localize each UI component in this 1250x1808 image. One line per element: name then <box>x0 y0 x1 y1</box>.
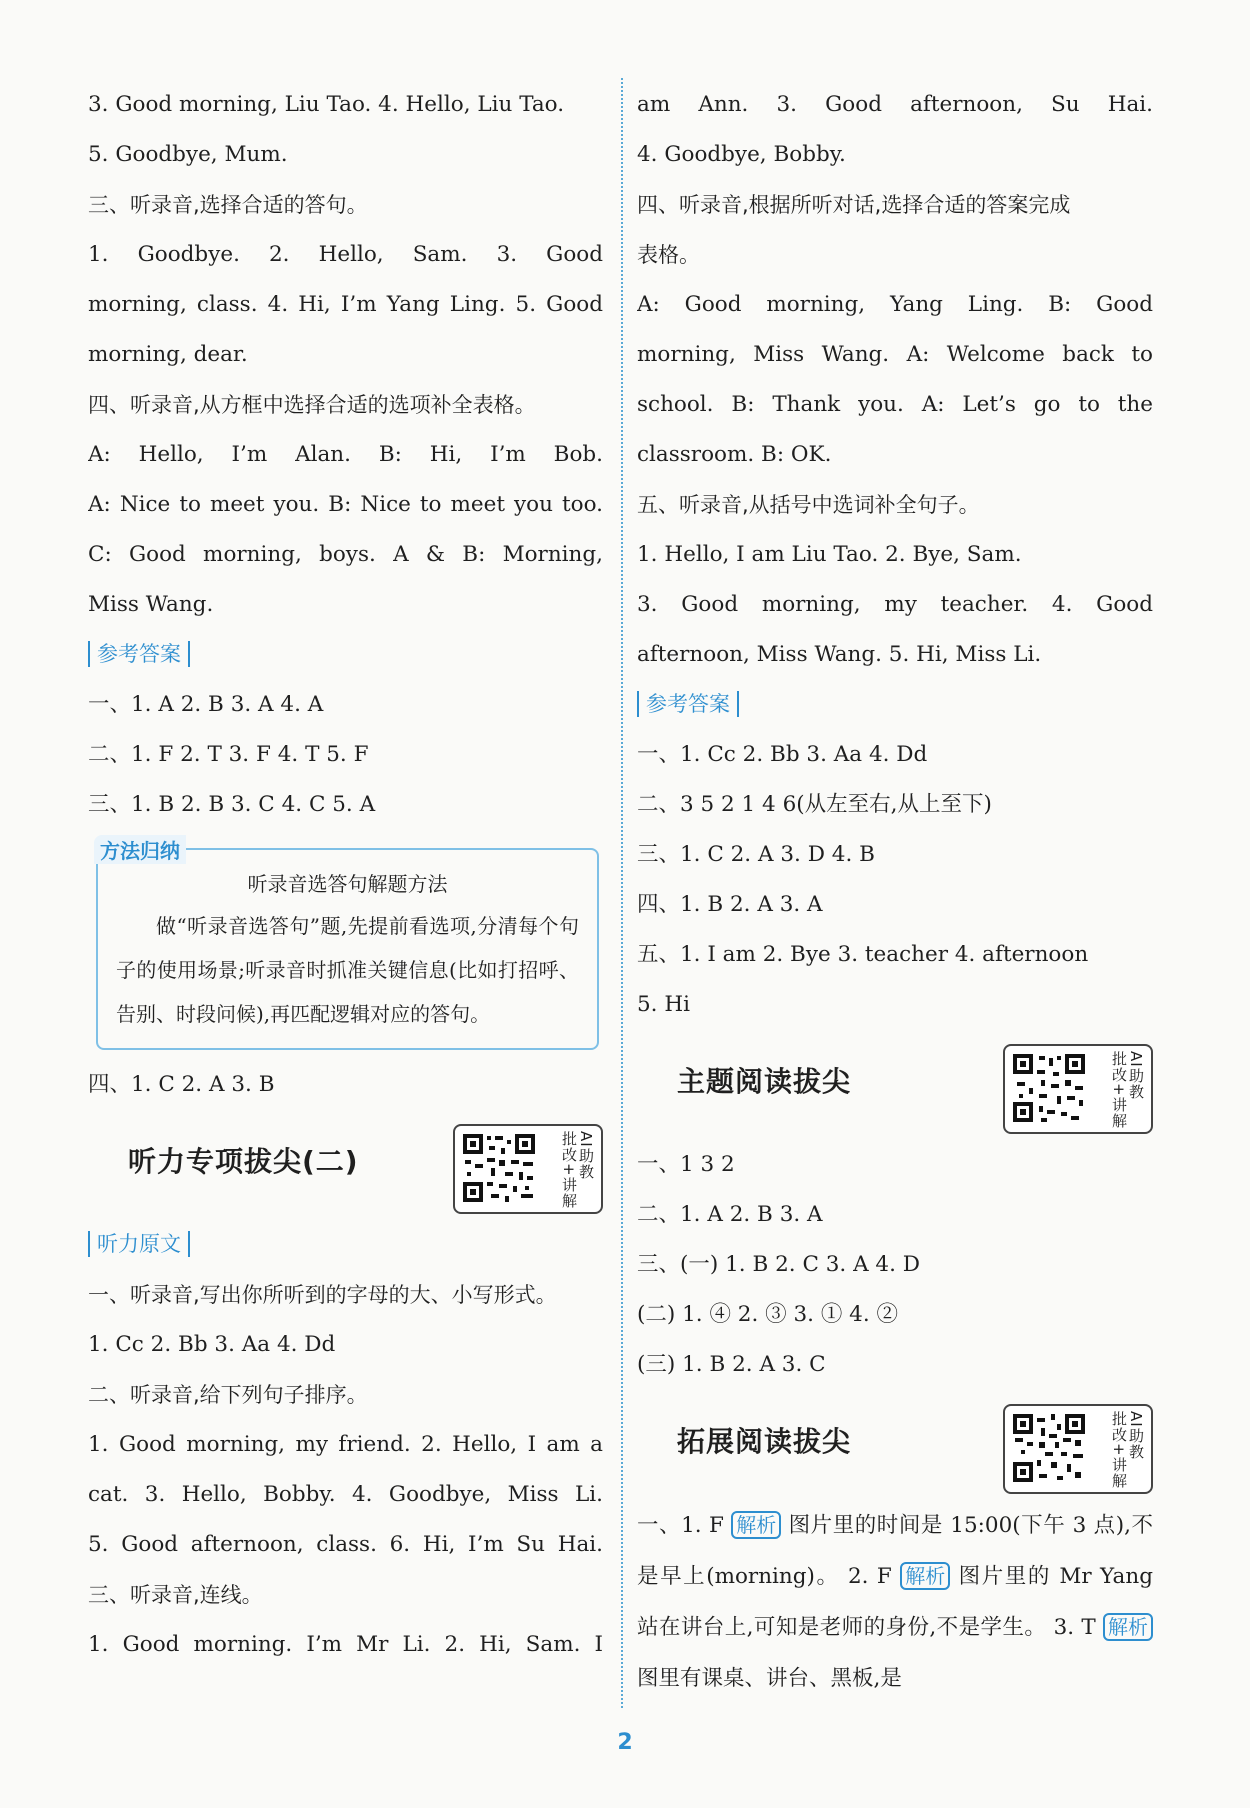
text-line: A: Good morning, Yang Ling. B: Good <box>637 292 1153 317</box>
question-heading: 三、听录音,连线。 <box>88 1583 263 1607</box>
transcript-tag: 听力原文 <box>88 1231 190 1257</box>
text-line: Miss Wang. <box>88 592 214 617</box>
question-heading: 四、听录音,根据所听对话,选择合适的答案完成 <box>637 193 1071 217</box>
answer-line: 二、1. F 2. T 3. F 4. T 5. F <box>88 742 369 767</box>
text-line: am Ann. 3. Good afternoon, Su Hai. <box>637 92 1153 117</box>
text-line: A: Nice to meet you. B: Nice to meet you too. <box>88 492 603 517</box>
analysis-badge: 解析 <box>900 1562 950 1590</box>
text-line: 1. Good morning, my friend. 2. Hello, I am a <box>88 1432 603 1457</box>
answer-item: 3. T <box>1053 1615 1096 1640</box>
qr-code-icon <box>1011 1052 1087 1124</box>
text-line: cat. 3. Hello, Bobby. 4. Goodbye, Miss Li. <box>88 1482 603 1507</box>
qr-label: 批改+讲解 AI助教 <box>560 1131 595 1209</box>
method-box-tab: 方法归纳 <box>94 835 186 864</box>
answer-line: 5. Hi <box>637 992 690 1017</box>
section-title: 听力专项拔尖(二) <box>128 1145 359 1178</box>
answer-item: 一、1. F <box>637 1513 724 1538</box>
column-divider <box>621 78 623 1708</box>
text-line: morning, dear. <box>88 342 248 367</box>
answer-line: 三、1. B 2. B 3. C 4. C 5. A <box>88 792 376 817</box>
text-line: school. B: Thank you. A: Let’s go to the <box>637 392 1153 417</box>
method-box-text: 做“听录音选答句”题,先提前看选项,分清每个句子的使用场景;听录音时抓准关键信息(比如打招呼、告别、时段问候),再匹配逻辑对应的答句。 <box>116 914 579 1026</box>
section-header <box>637 1030 1153 1140</box>
question-heading: 表格。 <box>637 243 700 267</box>
analysis-badge: 解析 <box>1103 1613 1153 1641</box>
answer-tag: 参考答案 <box>88 641 190 667</box>
answer-line: (二) 1. ④ 2. ③ 3. ① 4. ② <box>637 1302 899 1327</box>
answer-line: 三、1. C 2. A 3. D 4. B <box>637 842 875 867</box>
section-header <box>637 1390 1153 1500</box>
answer-item: 2. F <box>847 1564 892 1589</box>
text-line: morning, Miss Wang. A: Welcome back to <box>637 342 1153 367</box>
right-column <box>637 80 1153 1704</box>
method-box-title: 听录音选答句解题方法 <box>247 872 448 896</box>
text-line: classroom. B: OK. <box>637 442 832 467</box>
section-title: 拓展阅读拔尖 <box>677 1425 852 1458</box>
section-title: 主题阅读拔尖 <box>677 1065 852 1098</box>
text-line: morning, class. 4. Hi, I’m Yang Ling. 5. Good <box>88 292 603 317</box>
analysis-badge: 解析 <box>731 1511 781 1539</box>
text-line: 1. Cc 2. Bb 3. Aa 4. Dd <box>88 1332 336 1357</box>
text-line: A: Hello, I’m Alan. B: Hi, I’m Bob. <box>88 442 603 467</box>
text-line: 3. Good morning, Liu Tao. 4. Hello, Liu Tao. <box>88 92 565 117</box>
answer-line: 一、1. A 2. B 3. A 4. A <box>88 692 324 717</box>
text-line: 5. Good afternoon, class. 6. Hi, I’m Su Hai. <box>88 1532 603 1557</box>
question-heading: 四、听录音,从方框中选择合适的选项补全表格。 <box>88 393 536 417</box>
method-box <box>96 839 599 1050</box>
answer-tag: 参考答案 <box>637 691 739 717</box>
answer-line: 一、1 3 2 <box>637 1152 735 1177</box>
analysis-text: 图片里的时间是 15:00(下午 3 点),不是早上(morning)。 <box>637 1513 1153 1589</box>
section-header <box>88 1110 603 1220</box>
answer-line: (三) 1. B 2. A 3. C <box>637 1352 826 1377</box>
answer-line: 二、1. A 2. B 3. A <box>637 1202 823 1227</box>
question-heading: 三、听录音,选择合适的答句。 <box>88 193 368 217</box>
qr-code-card[interactable] <box>453 1124 603 1214</box>
left-column <box>88 80 603 1670</box>
text-line: afternoon, Miss Wang. 5. Hi, Miss Li. <box>637 642 1042 667</box>
answer-line: 四、1. C 2. A 3. B <box>88 1072 275 1097</box>
answer-line: 三、(一) 1. B 2. C 3. A 4. D <box>637 1252 921 1277</box>
text-line: 4. Goodbye, Bobby. <box>637 142 846 167</box>
text-line: 1. Goodbye. 2. Hello, Sam. 3. Good <box>88 242 603 267</box>
question-heading: 五、听录音,从括号中选词补全句子。 <box>637 493 980 517</box>
qr-code-icon <box>461 1132 537 1204</box>
qr-label: 批改+讲解 AI助教 <box>1110 1411 1145 1489</box>
answer-line: 四、1. B 2. A 3. A <box>637 892 823 917</box>
question-heading: 一、听录音,写出你所听到的字母的大、小写形式。 <box>88 1283 557 1307</box>
answer-line: 一、1. Cc 2. Bb 3. Aa 4. Dd <box>637 742 928 767</box>
question-heading: 二、听录音,给下列句子排序。 <box>88 1383 368 1407</box>
qr-label: 批改+讲解 AI助教 <box>1110 1051 1145 1129</box>
text-line: 3. Good morning, my teacher. 4. Good <box>637 592 1153 617</box>
qr-code-icon <box>1011 1412 1087 1484</box>
answer-line: 二、3 5 2 1 4 6(从左至右,从上至下) <box>637 792 992 817</box>
qr-code-card[interactable] <box>1003 1404 1153 1494</box>
text-line: 5. Goodbye, Mum. <box>88 142 288 167</box>
analysis-text: 图片里的 Mr Yang 站在讲台上,可知是老师的身份,不是学生。 <box>637 1564 1153 1640</box>
text-line: 1. Hello, I am Liu Tao. 2. Bye, Sam. <box>637 542 1022 567</box>
qr-code-card[interactable] <box>1003 1044 1153 1134</box>
text-line: C: Good morning, boys. A & B: Morning, <box>88 542 603 567</box>
analysis-paragraph <box>637 1500 1153 1704</box>
text-line: 1. Good morning. I’m Mr Li. 2. Hi, Sam. I <box>88 1632 603 1657</box>
analysis-text: 图里有课桌、讲台、黑板,是 <box>637 1666 902 1691</box>
answer-line: 五、1. I am 2. Bye 3. teacher 4. afternoon <box>637 942 1089 967</box>
page-number: 2 <box>617 1730 633 1755</box>
